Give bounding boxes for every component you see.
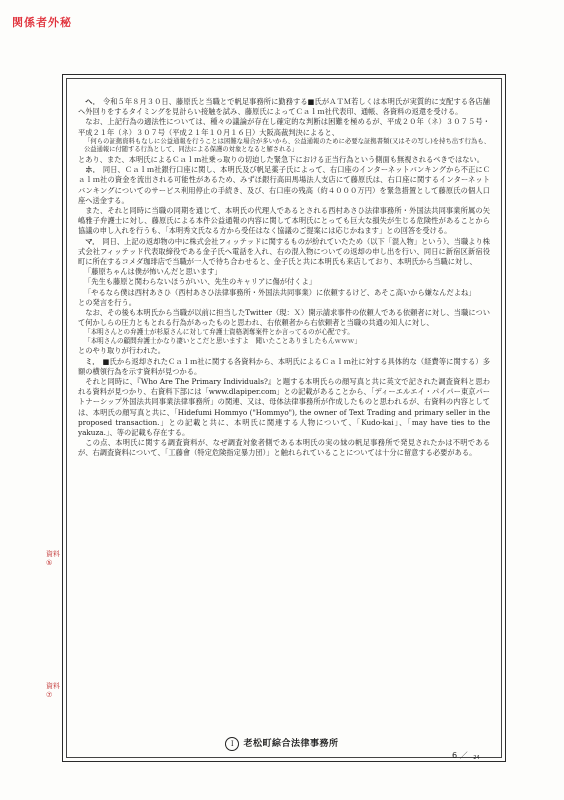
section-he-label: へ． [85, 97, 100, 106]
section-ho-label: ホ． [85, 165, 100, 175]
section-he-p1: へ． 令和５年８月３０日、藤原氏と当職とで帆足事務所に勤務する■氏がＡＴＭ若しくは本明氏が実質的に支配する各店舗へ外回りをするタイミングを見計らい接触を試み、藤原氏によってＣａｌｍ社代表印、通帳、各資料の返還を受ける。 [78, 97, 490, 117]
section-ma-label: マ． [85, 236, 100, 246]
section-mi-p2: それと同時に、『Who Are The Primary Individuals?』と題する本明氏らの顔写真と共に英文で記された調査資料と思われる資料が見つかり、右資料下部には「www.dlapiper.com」との記載があることから、「ディーエルエイ・パイパー東京パートナーシップ外国法共同事業法律事務所」の関連、又は、母体法律事務所が作成したものと思われるが、右資料の内容としては、本明氏の顔写真と共に、「Hidefumi Hommyo ("Hommyo"), the owner of Text Trading and primary seller in the proposed transaction.」との記載と共に、本明氏に関連する人物について、「Kudo-kai」、「may have ties to the yakuza.」、等の記載も存在する。 [78, 377, 490, 438]
section-ma-p1: マ． 同日、上記の返却物の中に株式会社フィッテッドに関するものが紛れていたため（以下「混入物」という）、当職より株式会社フィッテッド代表取締役である金子氏へ電話を入れ、右の混入物についての返却の申し出を行い、同日に新宿区新宿役町に所在するコメダ珈琲店で当職が一人で待ち合わせると、金子氏と共に本明氏も来店しており、本明氏から当職に対し、 [78, 236, 490, 267]
firm-name: 老松町綜合法律事務所 [243, 739, 339, 749]
section-mi-p3: この点、本明氏に関する調査資料が、なぜ調査対象者側である本明氏の実の妹の帆足事務所で発見されたかは不明であるが、右調査資料について、「工藤會（特定危険指定暴力団）」と触れられていることについては十分に留意する必要がある。 [78, 438, 490, 458]
section-ho-p2: また、それと同時に当職の同期を通じて、本明氏の代理人であるとされる西村あさひ法律事務所・外国法共同事業所属の矢嶋雅子弁護士に対し、藤原氏による本件公益通報の内容に関して本明氏にとっても巨大な損失が生じる危険性があることから協議の申し入れを行うも、「本明秀文氏なる方から受任はなく協議のご提案には応じかねます」との回答を受ける。 [78, 206, 490, 236]
section-ma-p3: なお、その後も本明氏から当職が以前に担当したTwitter（現：Ｘ）開示請求事件の依頼人である依頼者に対し、当職について何かしらの圧力ともとれる行為があったものと思われ、右依頼者から右依頼者と当職の共通の知人に対し、 [78, 308, 490, 328]
section-he-p3: とあり、また、本明氏によるＣａｌｍ社乗っ取りの切迫した緊急下における正当行為という側面も無視されるべきではない。 [78, 155, 485, 164]
section-ho-p1: ホ． 同日、Ｃａｌｍ社銀行口座に関し、本明氏及び帆足薬子氏によって、右口座のインターネットバンキングから不正にＣａｌｍ社の資金を流出される可能性があるため、みずほ銀行高田馬場法人支店にて藤原氏は、右口座に関するインターネットバンキングについてのサービス利用停止の手続き、及び、右口座の残高（約４０００万円）を緊急措置として藤原氏の個人口座へ送金する。 [78, 165, 490, 205]
section-he-p2: なお、上記行為の適法性については、種々の議論が存在し確定的な判断は困難を極めるが、平成２０年（ネ）３０７５号・平成２１年（ネ）３０７号（平成２１年１０月１６日）大阪高裁判決によると、 [78, 117, 490, 137]
firm-logo-icon: Ⅰ [225, 737, 239, 751]
statement-quote: 「やるなら僕は西村あさひ（西村あさひ法律事務所・外国法共同事業）に依頼するけど、あそこ高いから嫌なんだよね」 [84, 287, 476, 297]
message-quote: 「本明さんの顧問弁護士かなり凄いとこだと思いますよ 聞いたことありましたもんｗｗｗ」 [84, 337, 361, 346]
message-quote: 「本明さんとの弁護士が杉原さんに対して弁護士資格剥奪案件とか言ってるのが心配です。 [84, 328, 354, 337]
page-number: 6 ／ 24 [452, 751, 480, 761]
section-mi-p1: ミ． ■氏から返却されたＣａｌｍ社に関する各資料から、本明氏によるＣａｌｍ社に対する具体的な（経費等に関する）多額の横領行為を示す資料が見つかる。 [78, 356, 490, 376]
evidence-mark-5: 資料 ⑤ [46, 550, 60, 567]
document-body [78, 97, 490, 459]
confidential-stamp: 関係者外秘 [12, 16, 72, 29]
court-quote: 「何らの証拠資料もなしに公益通報を行うことは困難な場合が多いから、公益通報のために必要な証拠書類(又はその写し)を持ち出す行為も、公益通報に付随する行為として、同法による保護の対象となると解される」 [84, 137, 490, 154]
section-mi-label: ミ． [85, 356, 100, 366]
section-ma-p4: とのやり取りが行われた。 [78, 346, 166, 356]
statement-quote: 「藤原ちゃんは僕が怖いんだと思います」 [84, 267, 222, 277]
firm-footer [0, 736, 564, 751]
evidence-mark-7: 資料 ⑦ [46, 682, 60, 699]
statement-quote: 「先生も藤原と関わらないほうがいい、先生のキャリアに傷が付くよ」 [84, 277, 317, 287]
section-ma-p2: との発言を行う。 [78, 297, 137, 307]
